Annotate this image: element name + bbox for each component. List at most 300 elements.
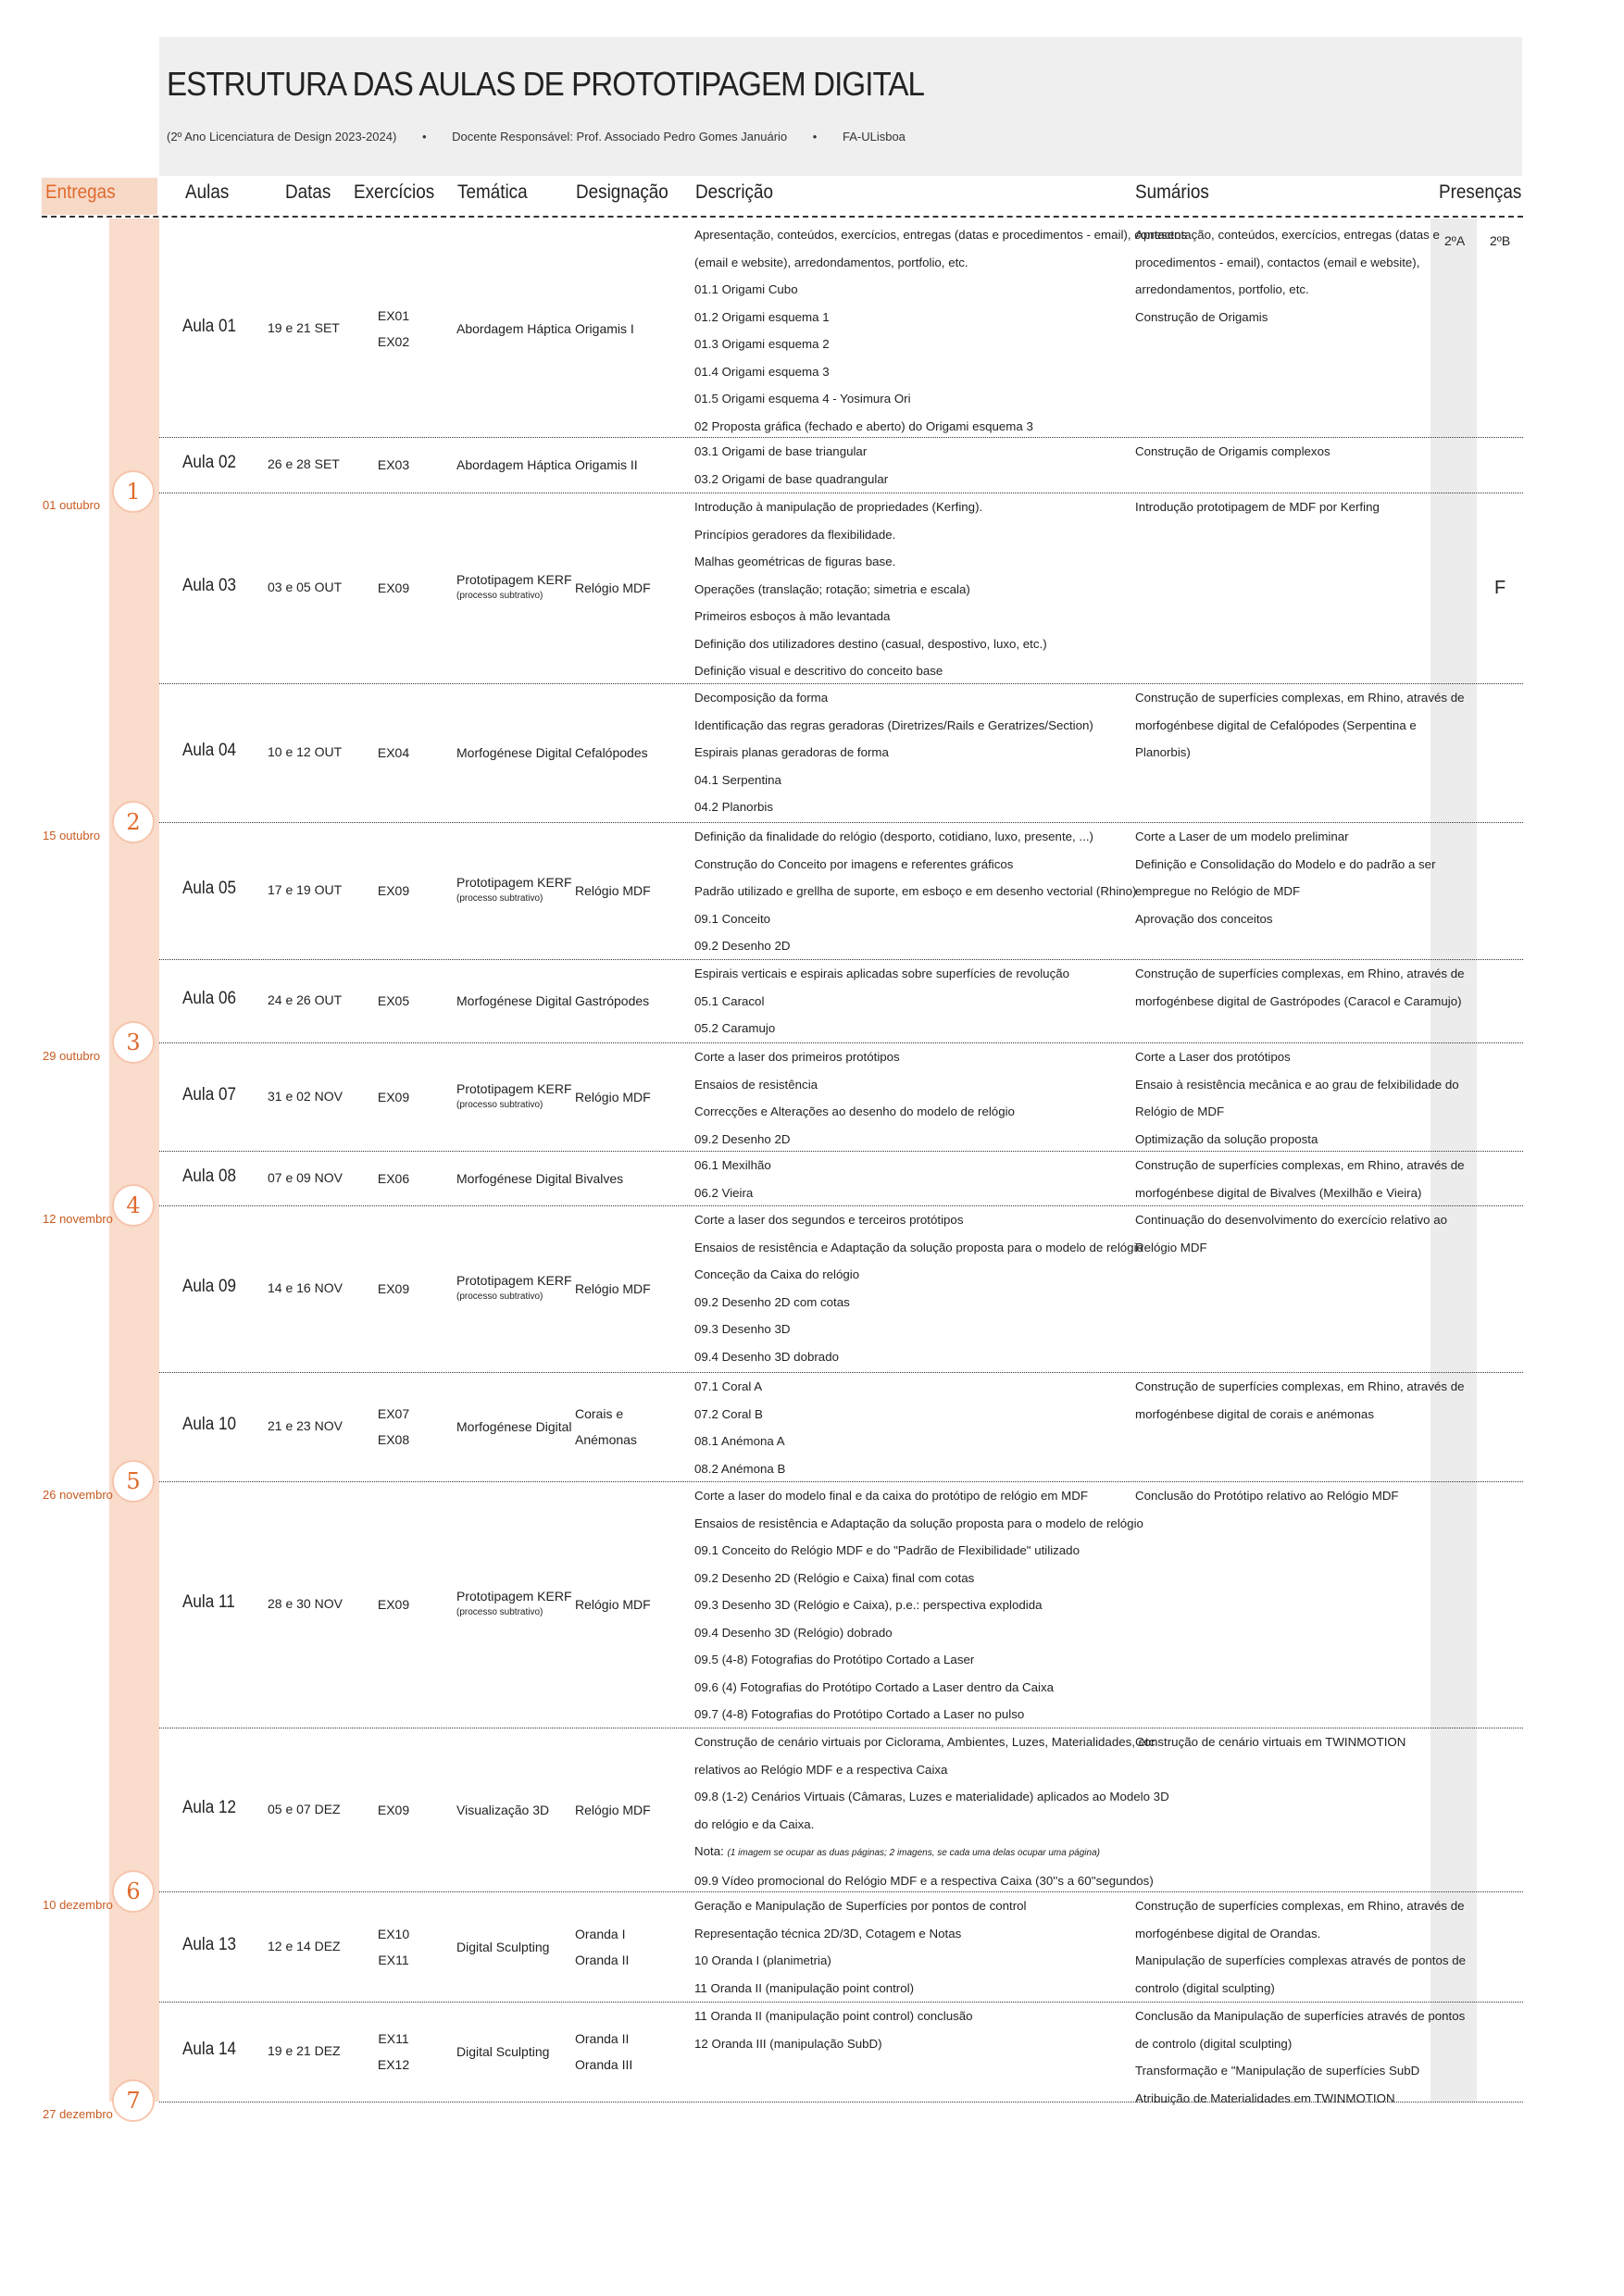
descricao-text: (email e website), arredondamentos, portfolio, etc. [694, 255, 968, 269]
sumarios-cell [1135, 684, 1465, 767]
entrega-date: 01 outubro [43, 498, 101, 512]
presenca-group-b: 2ºB [1490, 233, 1511, 248]
descricao-line [694, 413, 1187, 441]
descricao-text: 07.2 Coral B [694, 1406, 763, 1421]
col-sumarios: Sumários [1135, 181, 1209, 203]
datas-label: 31 e 02 NOV [268, 1088, 343, 1104]
designacao-cell [575, 575, 651, 601]
descricao-line [694, 548, 1047, 576]
datas-label: 19 e 21 DEZ [268, 2043, 341, 2058]
descricao-line [694, 1289, 1143, 1316]
designacao-line: Relógio MDF [575, 1597, 651, 1612]
aula-label: Aula 08 [182, 1166, 237, 1186]
descricao-line [694, 878, 1137, 905]
descricao-line [694, 221, 1187, 249]
designacao-line: Oranda II [575, 2031, 630, 2046]
tematica-note: (processo subtrativo) [456, 591, 543, 601]
designacao-line: Relógio MDF [575, 580, 651, 595]
exercicios-cell [366, 1166, 421, 1192]
descricao-cell [694, 1206, 1143, 1370]
sumario-line: Construção de superfícies complexas, em Rhino, através de [1135, 967, 1465, 980]
descricao-line [694, 1455, 785, 1483]
sumarios-cell [1135, 1373, 1465, 1428]
aula-label: Aula 03 [182, 576, 237, 595]
tematica-note: (processo subtrativo) [456, 893, 543, 904]
descricao-line [694, 739, 1093, 767]
sumarios-cell [1135, 1728, 1405, 1756]
entrega-number: 2 [112, 801, 155, 843]
descricao-cell [694, 1728, 1169, 1894]
aula-label: Aula 12 [182, 1797, 237, 1817]
descricao-cell [694, 1373, 785, 1482]
descricao-cell [694, 221, 1187, 440]
descricao-line [694, 960, 1069, 988]
designacao-cell [575, 1166, 623, 1192]
tematica-label: Prototipagem KERF [456, 1273, 572, 1288]
exercicios-cell [366, 878, 421, 904]
descricao-text: Conceção da Caixa do relógio [694, 1267, 860, 1281]
designacao-cell [575, 1591, 651, 1617]
exercicio-code: EX06 [377, 1170, 410, 1186]
datas-label: 10 e 12 OUT [268, 744, 343, 759]
aula-label: Aula 05 [182, 879, 237, 898]
descricao-line [694, 249, 1187, 277]
descricao-text: 02 Proposta gráfica (fechado e aberto) do Origami esquema 3 [694, 418, 1033, 433]
tematica-label: Morfogénese Digital [456, 1419, 572, 1434]
descricao-line [694, 1867, 1169, 1895]
descricao-line [694, 1071, 1015, 1099]
descricao-line [694, 1401, 785, 1429]
sumario-line: Optimização da solução proposta [1135, 1131, 1318, 1146]
descricao-text: 09.2 Desenho 2D [694, 939, 791, 953]
tematica-cell [456, 320, 571, 337]
tematica-note: (processo subtrativo) [456, 1099, 543, 1110]
aula-label: Aula 01 [182, 317, 237, 336]
descricao-line [694, 1947, 1027, 1975]
descricao-line [694, 1015, 1069, 1042]
descricao-text: 03.1 Origami de base triangular [694, 444, 868, 458]
descricao-line [694, 385, 1187, 413]
sumario-line: Planorbis) [1135, 745, 1191, 759]
descricao-line [694, 1975, 1027, 2003]
sumario-line: Continuação do desenvolvimento do exercício relativo ao [1135, 1213, 1448, 1227]
presenca-group-a: 2ºA [1444, 233, 1466, 248]
exercicio-code: EX11 [378, 2031, 409, 2046]
sumario-line: Manipulação de superfícies complexas através de pontos de [1135, 1953, 1467, 1967]
descricao-text: Geração e Manipulação de Superfícies por pontos de control [694, 1899, 1027, 1913]
designacao-line: Cefalópodes [575, 745, 648, 760]
descricao-line [694, 712, 1093, 740]
aula-label: Aula 07 [182, 1084, 237, 1104]
sumario-line: Introdução prototipagem de MDF por Kerfing [1135, 500, 1380, 514]
page-subtitle [167, 130, 928, 144]
descricao-text: Espirais planas geradoras de forma [694, 745, 889, 759]
tematica-label: Prototipagem KERF [456, 572, 572, 587]
descricao-line [694, 1646, 1143, 1674]
tematica-label: Morfogénese Digital [456, 1170, 572, 1186]
descricao-text: Padrão utilizado e grellha de suporte, em esboço e em desenho vectorial (Rhino) [694, 884, 1137, 898]
descricao-text: 01.1 Origami Cubo [694, 282, 798, 296]
descricao-line [694, 358, 1187, 386]
designacao-cell [575, 1084, 651, 1110]
row-divider [159, 2102, 1523, 2103]
descricao-line [694, 1179, 771, 1207]
entrega-number: 3 [112, 1021, 155, 1064]
nota-small: (1 imagem se ocupar as duas páginas; 2 imagens, se cada uma delas ocupar uma página) [727, 1848, 1100, 1858]
descricao-text: 09.1 Conceito do Relógio MDF e do "Padrão de Flexibilidade" utilizado [694, 1543, 1080, 1557]
descricao-text: Corte a laser dos primeiros protótipos [694, 1050, 900, 1064]
sumario-line: Apresentação, conteúdos, exercícios, entregas (datas e [1135, 228, 1440, 242]
descricao-text: Definição visual e descritivo do conceito base [694, 664, 943, 678]
descricao-text: Corte a laser do modelo final e da caixa do protótipo de relógio em MDF [694, 1489, 1088, 1503]
descricao-text: 05.1 Caracol [694, 993, 765, 1008]
sumario-line: morfogénbese digital de Gastrópodes (Caracol e Caramujo) [1135, 993, 1462, 1008]
aula-label: Aula 09 [182, 1277, 237, 1296]
descricao-line [694, 1783, 1169, 1811]
sumario-line: empregue no Relógio de MDF [1135, 884, 1301, 898]
presenca-mark: F [1494, 578, 1506, 598]
sumario-line: Transformação e "Manipulação de superfícies SubD [1135, 2064, 1420, 2078]
teacher-label: Docente Responsável: Prof. Associado Pedro Gomes Januário [452, 130, 788, 144]
tematica-label: Prototipagem KERF [456, 1589, 572, 1603]
header-panel [159, 37, 1522, 176]
designacao-line: Oranda I [575, 1926, 626, 1941]
descricao-line [694, 466, 888, 493]
descricao-text: Malhas geométricas de figuras base. [694, 555, 896, 568]
sumarios-cell [1135, 2003, 1465, 2112]
aula-label: Aula 06 [182, 989, 237, 1008]
sumario-line: morfogénbese digital de Cefalópodes (Serpentina e [1135, 718, 1417, 732]
designacao-line: Corais e [575, 1406, 624, 1421]
col-datas: Datas [285, 181, 331, 203]
descricao-line [694, 1728, 1169, 1756]
descricao-cell [694, 684, 1093, 821]
exercicio-code: EX02 [377, 334, 410, 349]
descricao-line [694, 1206, 1143, 1234]
descricao-text: Introdução à manipulação de propriedades (Kerfing). [694, 500, 983, 514]
descricao-line [694, 1619, 1143, 1647]
designacao-cell [575, 452, 638, 478]
tematica-label: Digital Sculpting [456, 1939, 550, 1954]
descricao-line [694, 1316, 1143, 1343]
descricao-text: Ensaios de resistência [694, 1077, 818, 1092]
tematica-cell [456, 1588, 572, 1621]
tematica-cell [456, 1418, 572, 1435]
descricao-line [694, 657, 1047, 685]
descricao-text: Operações (translação; rotação; simetria e escala) [694, 581, 970, 596]
descricao-line [694, 1920, 1027, 1948]
descricao-line [694, 1701, 1143, 1728]
descricao-cell [694, 1152, 771, 1206]
descricao-text: Espirais verticais e espirais aplicadas sobre superfícies de revolução [694, 967, 1070, 980]
datas-label: 17 e 19 OUT [268, 882, 343, 897]
tematica-label: Morfogénese Digital [456, 993, 572, 1008]
designacao-cell [575, 316, 634, 342]
designacao-cell [575, 988, 649, 1014]
designacao-line: Oranda III [575, 2057, 633, 2072]
designacao-line: Relógio MDF [575, 1089, 651, 1104]
descricao-text: 09.2 Desenho 2D [694, 1131, 791, 1146]
separator: • [812, 130, 818, 144]
descricao-text: Decomposição da forma [694, 691, 829, 705]
entrega-number: 1 [112, 470, 155, 513]
sumario-line: Ensaio à resistência mecânica e ao grau de felxibilidade do [1135, 1077, 1459, 1092]
descricao-text: 10 Oranda I (planimetria) [694, 1953, 831, 1967]
tematica-label: Digital Sculpting [456, 2044, 550, 2059]
descricao-text: 04.1 Serpentina [694, 772, 781, 787]
aula-label: Aula 10 [182, 1415, 237, 1434]
exercicio-code: EX07 [377, 1406, 410, 1421]
tematica-label: Abordagem Háptica [456, 321, 571, 336]
descricao-line [694, 1674, 1143, 1702]
descricao-text: 09.6 (4) Fotografias do Protótipo Cortado a Laser dentro da Caixa [694, 1679, 1055, 1694]
exercicio-code: EX09 [377, 1089, 410, 1104]
datas-label: 07 e 09 NOV [268, 1169, 343, 1185]
descricao-line [694, 905, 1137, 933]
datas-label: 05 e 07 DEZ [268, 1801, 341, 1816]
exercicios-cell [366, 452, 421, 478]
descricao-text: 09.4 Desenho 3D (Relógio) dobrado [694, 1625, 893, 1640]
descricao-text: 08.1 Anémona A [694, 1434, 785, 1448]
sumario-line: Construção de superfícies complexas, em Rhino, através de [1135, 691, 1465, 705]
descricao-cell [694, 823, 1137, 960]
sumario-line: morfogénbese digital de Orandas. [1135, 1926, 1321, 1940]
aula-label: Aula 13 [182, 1934, 237, 1954]
descricao-text: Ensaios de resistência e Adaptação da solução proposta para o modelo de relógio [694, 1516, 1143, 1530]
descricao-text: relativos ao Relógio MDF e a respectiva Caixa [694, 1762, 948, 1777]
designacao-line: Origamis I [575, 321, 634, 336]
sumario-line: Definição e Consolidação do Modelo e do padrão a ser [1135, 856, 1436, 871]
exercicio-code: EX12 [377, 2057, 410, 2072]
sumarios-cell [1135, 1482, 1399, 1510]
col-exercicios: Exercícios [354, 181, 435, 203]
descricao-line [694, 823, 1137, 851]
tematica-cell [456, 1170, 572, 1187]
sumario-line: Construção de cenário virtuais em TWINMOTION [1135, 1735, 1406, 1749]
descricao-cell [694, 438, 888, 493]
sumario-line: Aprovação dos conceitos [1135, 911, 1273, 926]
descricao-cell [694, 2003, 973, 2057]
descricao-line [694, 1428, 785, 1455]
descricao-cell [694, 1892, 1027, 2002]
sumarios-cell [1135, 438, 1330, 466]
sumarios-cell [1135, 493, 1380, 521]
designacao-line: Anémonas [575, 1432, 637, 1447]
exercicio-code: EX03 [377, 457, 410, 472]
sumario-line: procedimentos - email), contactos (email e website), [1135, 255, 1420, 269]
descricao-line [694, 1756, 1169, 1784]
datas-label: 24 e 26 OUT [268, 992, 343, 1007]
exercicio-code: EX08 [377, 1432, 410, 1447]
designacao-line: Origamis II [575, 457, 638, 472]
descricao-line [694, 684, 1093, 712]
entrega-date: 26 novembro [43, 1488, 113, 1502]
exercicio-code: EX09 [377, 883, 410, 898]
designacao-cell [575, 1401, 637, 1453]
sumarios-cell [1135, 1152, 1465, 1206]
descricao-line [694, 1510, 1143, 1538]
aula-label: Aula 11 [182, 1592, 235, 1612]
exercicios-cell [366, 1084, 421, 1110]
descricao-cell [694, 1043, 1015, 1153]
descricao-line [694, 331, 1187, 358]
col-presencas: Presenças [1439, 181, 1522, 203]
descricao-text: 04.2 Planorbis [694, 800, 774, 814]
descricao-text: Construção de cenário virtuais por Ciclorama, Ambientes, Luzes, Materialidades, etc [694, 1735, 1156, 1749]
descricao-text: 09.8 (1-2) Cenários Virtuais (Câmaras, Luzes e materialidade) aplicados ao Modelo 3D [694, 1790, 1169, 1803]
entrega-date: 29 outubro [43, 1049, 101, 1063]
sumario-line: Conclusão da Manipulação de superfícies através de pontos [1135, 2009, 1466, 2023]
tematica-label: Morfogénese Digital [456, 745, 572, 760]
tematica-cell [456, 744, 572, 761]
sumario-line: morfogénbese digital de corais e anémonas [1135, 1406, 1374, 1421]
exercicio-code: EX10 [377, 1926, 410, 1941]
exercicios-cell [366, 1921, 421, 1973]
descricao-text: 01.3 Origami esquema 2 [694, 337, 830, 351]
sumarios-cell [1135, 823, 1436, 932]
descricao-text: 06.1 Mexilhão [694, 1158, 771, 1172]
descricao-cell [694, 960, 1069, 1042]
tematica-cell [456, 456, 571, 473]
descricao-text: 09.9 Vídeo promocional do Relógio MDF e a respectiva Caixa (30''s a 60''segundos) [694, 1873, 1154, 1888]
designacao-line: Relógio MDF [575, 1802, 651, 1817]
datas-label: 12 e 14 DEZ [268, 1938, 341, 1953]
descricao-text: 03.2 Origami de base quadrangular [694, 471, 889, 486]
descricao-line [694, 1343, 1143, 1371]
descricao-text: 09.3 Desenho 3D (Relógio e Caixa), p.e.: perspectiva explodida [694, 1598, 1043, 1612]
tematica-cell [456, 992, 572, 1009]
sumario-line: Construção de Origamis [1135, 309, 1268, 324]
descricao-line [694, 2003, 973, 2030]
entrega-number: 5 [112, 1460, 155, 1503]
descricao-line [694, 1811, 1169, 1839]
descricao-line [694, 1591, 1143, 1619]
descricao-line [694, 1234, 1143, 1262]
sumario-line: Corte a Laser de um modelo preliminar [1135, 830, 1349, 843]
descricao-text: 06.2 Vieira [694, 1185, 754, 1200]
sumarios-cell [1135, 1043, 1459, 1153]
descricao-line [694, 851, 1137, 879]
tematica-cell [456, 571, 572, 605]
descricao-text: 09.3 Desenho 3D [694, 1322, 791, 1336]
descricao-line [694, 1373, 785, 1401]
descricao-text: 09.2 Desenho 2D (Relógio e Caixa) final com cotas [694, 1570, 975, 1585]
course-label: (2º Ano Licenciatura de Design 2023-2024) [167, 130, 397, 144]
exercicios-cell [366, 575, 421, 601]
datas-label: 21 e 23 NOV [268, 1418, 343, 1433]
descricao-line [694, 493, 1047, 521]
descricao-line [694, 988, 1069, 1016]
descricao-line [694, 767, 1093, 794]
descricao-line [694, 603, 1047, 630]
tematica-cell [456, 1802, 549, 1818]
sumario-line: Construção de superfícies complexas, em Rhino, através de [1135, 1379, 1465, 1393]
descricao-text: Identificação das regras geradoras (Diretrizes/Rails e Geratrizes/Section) [694, 718, 1093, 732]
exercicio-code: EX05 [377, 993, 410, 1008]
designacao-cell [575, 878, 651, 904]
sumarios-cell [1135, 1892, 1466, 2002]
descricao-text: 01.5 Origami esquema 4 - Yosimura Ori [694, 392, 911, 406]
descricao-text: 08.2 Anémona B [694, 1461, 786, 1476]
entrega-number: 4 [112, 1184, 155, 1227]
descricao-line [694, 1537, 1143, 1565]
designacao-cell [575, 1921, 629, 1973]
tematica-cell [456, 874, 572, 907]
header-divider [42, 216, 1523, 218]
descricao-text: Ensaios de resistência e Adaptação da solução proposta para o modelo de relógio [694, 1240, 1143, 1254]
descricao-text: Definição dos utilizadores destino (casual, despostivo, luxo, etc.) [694, 636, 1047, 651]
descricao-text: 01.2 Origami esquema 1 [694, 309, 830, 324]
sumario-line: Atribuição de Materialidades em TWINMOTION [1135, 2090, 1395, 2105]
sumario-line: Corte a Laser dos protótipos [1135, 1050, 1291, 1064]
tematica-cell [456, 1939, 549, 1955]
exercicio-code: EX09 [377, 1281, 410, 1296]
entrega-date: 12 novembro [43, 1212, 113, 1226]
sumario-line: Relógio MDF [1135, 1240, 1207, 1254]
exercicio-code: EX01 [377, 308, 410, 323]
tematica-label: Prototipagem KERF [456, 875, 572, 890]
descricao-line [694, 793, 1093, 821]
descricao-line [694, 1838, 1169, 1867]
descricao-line [694, 438, 888, 466]
sumario-line: Relógio de MDF [1135, 1104, 1225, 1118]
descricao-text: Correcções e Alterações ao desenho do modelo de relógio [694, 1104, 1015, 1118]
descricao-line [694, 1152, 771, 1179]
designacao-line: Oranda II [575, 1952, 630, 1967]
descricao-text: Corte a laser dos segundos e terceiros protótipos [694, 1213, 964, 1227]
aula-label: Aula 04 [182, 741, 237, 760]
separator: • [421, 130, 427, 144]
exercicios-cell [366, 1276, 421, 1302]
descricao-text: Construção do Conceito por imagens e referentes gráficos [694, 856, 1014, 871]
sumario-line: Construção de superfícies complexas, em Rhino, através de [1135, 1899, 1465, 1913]
sumario-line: arredondamentos, portfolio, etc. [1135, 282, 1309, 296]
designacao-cell [575, 2026, 632, 2078]
sumarios-cell [1135, 221, 1440, 331]
aula-label: Aula 14 [182, 2040, 237, 2059]
sumario-line: Construção de Origamis complexos [1135, 444, 1330, 458]
tematica-label: Prototipagem KERF [456, 1080, 572, 1096]
descricao-line [694, 304, 1187, 331]
exercicio-code: EX09 [377, 580, 410, 595]
exercicios-cell [366, 1401, 421, 1453]
descricao-text: 09.2 Desenho 2D com cotas [694, 1294, 850, 1309]
descricao-line [694, 1565, 1143, 1592]
entrega-number: 6 [112, 1870, 155, 1913]
exercicios-cell [366, 988, 421, 1014]
entrega-date: 27 dezembro [43, 2107, 113, 2121]
exercicios-cell [366, 303, 421, 355]
datas-label: 19 e 21 SET [268, 320, 340, 335]
sumario-line: Conclusão do Protótipo relativo ao Relógio MDF [1135, 1489, 1399, 1503]
col-descricao: Descrição [695, 181, 774, 203]
descricao-line [694, 521, 1047, 549]
tematica-label: Abordagem Háptica [456, 457, 571, 472]
descricao-line [694, 1261, 1143, 1289]
descricao-cell [694, 493, 1047, 685]
exercicio-code: EX04 [377, 745, 410, 760]
descricao-line [694, 630, 1047, 658]
descricao-text: 09.7 (4-8) Fotografias do Protótipo Cortado a Laser no pulso [694, 1707, 1025, 1721]
tematica-note: (processo subtrativo) [456, 1292, 543, 1302]
page-title: ESTRUTURA DAS AULAS DE PROTOTIPAGEM DIGITAL [167, 65, 925, 103]
datas-label: 28 e 30 NOV [268, 1596, 343, 1611]
sumario-line: de controlo (digital sculpting) [1135, 2036, 1293, 2051]
descricao-text: Nota: [694, 1844, 724, 1858]
datas-label: 14 e 16 NOV [268, 1280, 343, 1295]
exercicio-code: EX11 [378, 1952, 409, 1967]
descricao-text: 12 Oranda III (manipulação SubD) [694, 2036, 882, 2051]
